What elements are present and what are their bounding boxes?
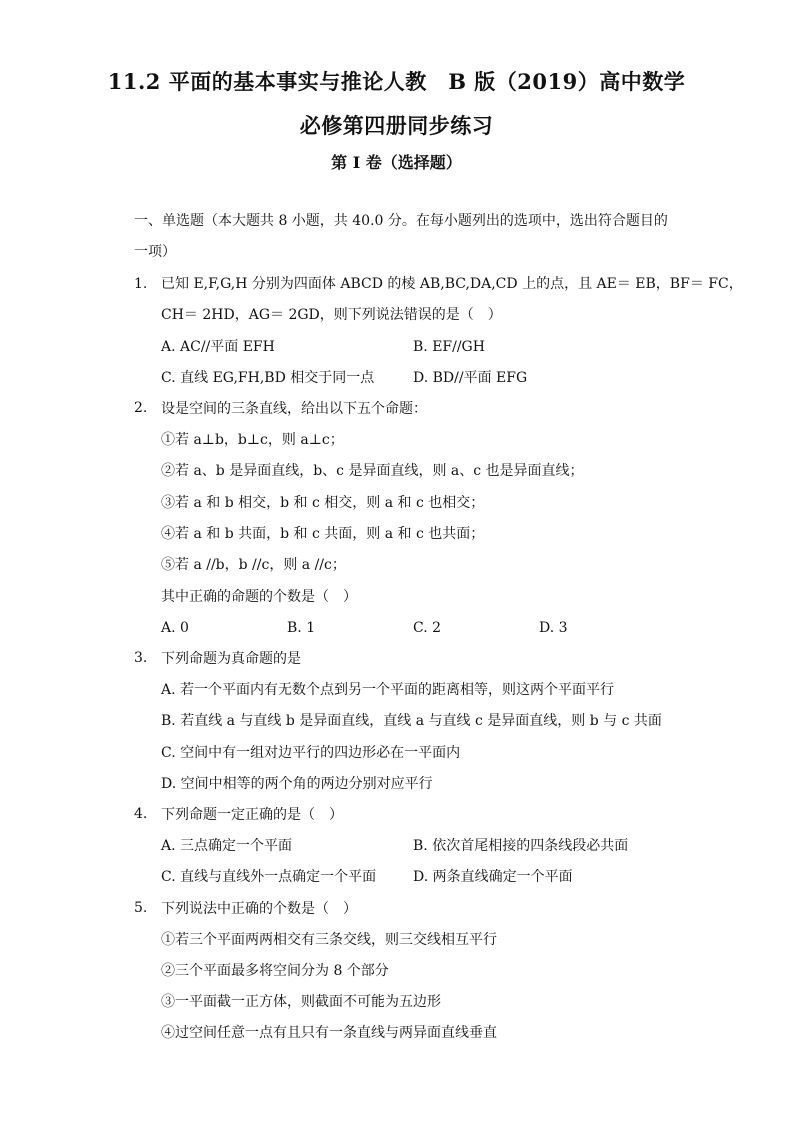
option-d: D. BD//平面 EFG [413,370,528,386]
option-a: A. 若一个平面内有无数个点到另一个平面的距离相等，则这两个平面平行 [161,682,615,698]
option-b: B. 若直线 a 与直线 b 是异面直线，直线 a 与直线 c 是异面直线，则 b 与 c 共面 [161,713,662,729]
question-stem: 设是空间的三条直线，给出以下五个命题： [161,401,427,417]
question-stem: 下列说法中正确的个数是（ ） [161,901,357,917]
question-number: 3. [134,650,148,666]
question-stem: 下列命题一定正确的是（ ） [161,807,343,823]
option-b: B. 1 [287,620,316,636]
statement-3: ③一平面截一正方体，则截面不可能为五边形 [161,994,441,1010]
option-b: B. 依次首尾相接的四条线段必共面 [413,838,629,854]
proposition-4: ④若 a 和 b 共面，b 和 c 共面，则 a 和 c 也共面； [161,526,485,542]
option-d: D. 空间中相等的两个角的两边分别对应平行 [161,776,433,792]
option-c: C. 直线 EG,FH,BD 相交于同一点 [161,370,375,386]
proposition-2: ②若 a、b 是异面直线，b、c 是异面直线，则 a、c 也是异面直线； [161,463,584,479]
question-stem: 已知 E,F,G,H 分别为四面体 ABCD 的棱 AB,BC,DA,CD 上的点，且 AE＝ EB，BF＝ FC， [161,276,743,292]
option-c: C. 直线与直线外一点确定一个平面 [161,869,377,885]
option-a: A. AC//平面 EFH [161,339,275,355]
doc-title-line1: 11.2 平面的基本事实与推论人教 B 版（2019）高中数学 [107,69,686,94]
proposition-5: ⑤若 a //b，b //c，则 a //c； [161,557,346,573]
option-b: B. EF//GH [413,339,485,355]
question-number: 5. [134,900,148,916]
question-stem: 下列命题为真命题的是 [161,651,301,667]
option-c: C. 空间中有一组对边平行的四边形必在一平面内 [161,745,461,761]
section-heading-line2: 一项） [134,244,176,260]
question-number: 2. [134,400,148,416]
question-number: 4. [134,806,148,822]
question-stem-cont: CH＝ 2HD，AG＝ 2GD，则下列说法错误的是（ ） [161,307,502,323]
proposition-1: ①若 a⊥b，b⊥c，则 a⊥c； [161,432,344,448]
option-c: C. 2 [413,620,442,636]
option-a: A. 0 [161,620,189,636]
proposition-3: ③若 a 和 b 相交，b 和 c 相交，则 a 和 c 也相交； [161,495,485,511]
statement-1: ①若三个平面两两相交有三条交线，则三交线相互平行 [161,932,497,948]
statement-4: ④过空间任意一点有且只有一条直线与两异面直线垂直 [161,1025,497,1041]
option-d: D. 3 [539,620,568,636]
question-number: 1. [134,276,148,292]
question-ask: 其中正确的命题的个数是（ ） [161,589,357,605]
statement-2: ②三个平面最多将空间分为 8 个部分 [161,963,389,979]
option-a: A. 三点确定一个平面 [161,838,293,854]
doc-title-line2: 必修第四册同步练习 [299,113,494,138]
option-d: D. 两条直线确定一个平面 [413,869,573,885]
doc-subtitle: 第 I 卷（选择题） [331,153,462,172]
section-heading-line1: 一、单选题（本大题共 8 小题，共 40.0 分。在每小题列出的选项中，选出符合题目的 [134,213,668,229]
